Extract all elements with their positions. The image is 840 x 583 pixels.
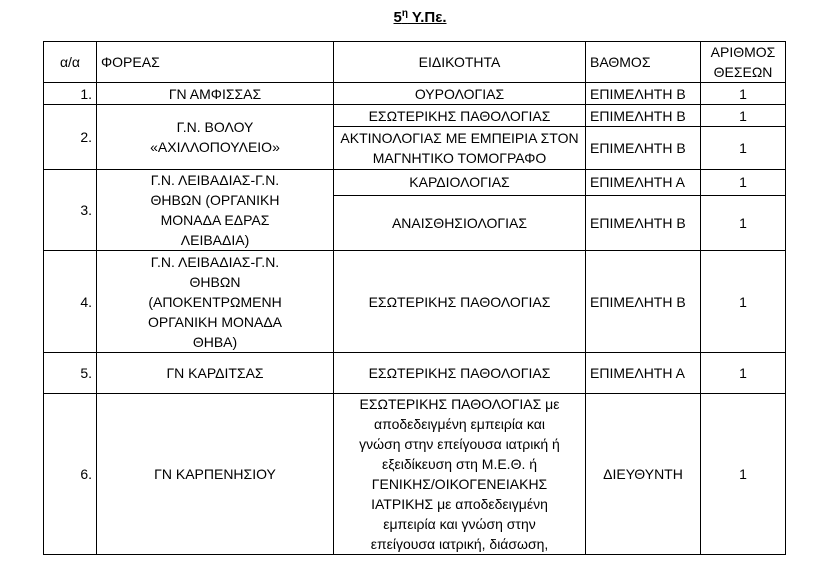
spec-cell: ΚΑΡΔΙΟΛΟΓΙΑΣ [334,170,586,196]
spec-line: αποδεδειγμένη εμπειρία και [374,416,545,432]
table-row [44,83,786,105]
heading-text [394,9,447,26]
positions-cell: 1 [701,127,786,170]
table-row [44,353,786,394]
org-cell [97,251,334,353]
spec-cell: ΕΣΩΤΕΡΙΚΗΣ ΠΑΘΟΛΟΓΙΑΣ [334,251,586,353]
org-line: Γ.Ν. ΛΕΙΒΑΔΙΑΣ-Γ.Ν. [150,253,280,270]
org-line: (ΑΠΟΚΕΝΤΡΩΜΕΝΗ [148,293,282,310]
rank-cell: ΕΠΙΜΕΛΗΤΗ Β [586,105,701,127]
positions-cell: 1 [701,353,786,394]
org-line: ΘΗΒΩΝ (ΟΡΓΑΝΙΚΗ [150,192,280,208]
spec-line: γνώση στην επείγουσα ιατρική ή [359,436,560,452]
spec-line: επείγουσα ιατρική, διάσωση, [370,536,549,552]
row-number: 2. [44,105,97,170]
positions-cell: 1 [701,105,786,127]
row-number: 3. [44,170,97,251]
spec-cell: ΑΝΑΙΣΘΗΣΙΟΛΟΓΙΑΣ [334,195,586,250]
header-positions [701,42,786,83]
org-line: ΘΗΒΩΝ [189,273,241,290]
row-number: 6. [44,394,97,555]
spec-line: ΕΣΩΤΕΡΙΚΗΣ ΠΑΘΟΛΟΓΙΑΣ με [359,396,560,412]
spec-cell: ΕΣΩΤΕΡΙΚΗΣ ΠΑΘΟΛΟΓΙΑΣ [334,353,586,394]
spec-line: ΜΑΓΝΗΤΙΚΟ ΤΟΜΟΓΡΑΦΟ [372,150,547,166]
org-cell: ΓΝ ΚΑΡΔΙΤΣΑΣ [97,353,334,394]
org-line: ΛΕΙΒΑΔΙΑ) [180,232,250,248]
table-row [44,251,786,353]
header-num: α/α [44,42,97,83]
rank-cell: ΕΠΙΜΕΛΗΤΗ Β [586,83,701,105]
spec-cell: ΟΥΡΟΛΟΓΙΑΣ [334,83,586,105]
positions-cell: 1 [701,195,786,250]
rank-cell: ΔΙΕΥΘΥΝΤΗ [586,394,701,555]
table-header-row [44,42,786,83]
org-line: ΘΗΒΑ) [192,333,238,350]
rank-cell: ΕΠΙΜΕΛΗΤΗ Β [586,251,701,353]
spec-line: ΓΕΝΙΚΗΣ/ΟΙΚΟΓΕΝΕΙΑΚΗΣ [371,476,548,492]
org-cell: ΓΝ ΚΑΡΠΕΝΗΣΙΟΥ [97,394,334,555]
org-line: Γ.Ν. ΒΟΛΟΥ [176,119,254,135]
header-rank: ΒΑΘΜΟΣ [586,42,701,83]
rank-cell: ΕΠΙΜΕΛΗΤΗ Β [586,127,701,170]
row-number: 1. [44,83,97,105]
spec-line: εξειδίκευση στη Μ.Ε.Θ. ή [381,456,538,472]
positions-cell: 1 [701,83,786,105]
table-row [44,394,786,555]
org-cell: ΓΝ ΑΜΦΙΣΣΑΣ [97,83,334,105]
heading-superscript: η [401,8,408,19]
header-spec: ΕΙΔΙΚΟΤΗΤΑ [334,42,586,83]
org-cell [97,170,334,251]
org-line: Γ.Ν. ΛΕΙΒΑΔΙΑΣ-Γ.Ν. [150,172,280,188]
positions-cell: 1 [701,170,786,196]
spec-cell: ΕΣΩΤΕΡΙΚΗΣ ΠΑΘΟΛΟΓΙΑΣ [334,105,586,127]
spec-cell [334,394,586,555]
spec-line: ΑΚΤΙΝΟΛΟΓΙΑΣ ΜΕ ΕΜΠΕΙΡΙΑ ΣΤΟΝ [340,130,579,146]
heading-number: 5 [393,9,402,26]
header-org: ΦΟΡΕΑΣ [97,42,334,83]
positions-cell: 1 [701,251,786,353]
spec-line: εμπειρία και γνώση στην [383,516,536,532]
spec-cell [334,127,586,170]
org-line: ΟΡΓΑΝΙΚΗ ΜΟΝΑΔΑ [147,313,283,330]
table-row [44,105,786,127]
rank-cell: ΕΠΙΜΕΛΗΤΗ Α [586,170,701,196]
document-heading [0,8,840,28]
header-positions-line-1: ΑΡΙΘΜΟΣ [710,44,776,60]
org-line: «ΑΧΙΛΛΟΠΟΥΛΕΙΟ» [150,139,280,155]
rank-cell: ΕΠΙΜΕΛΗΤΗ Β [586,195,701,250]
positions-cell: 1 [701,394,786,555]
row-number: 5. [44,353,97,394]
spec-line: ΙΑΤΡΙΚΗΣ με αποδεδειγμένη [371,496,548,512]
header-positions-line-2: ΘΕΣΕΩΝ [713,64,773,80]
table-row [44,170,786,196]
rank-cell: ΕΠΙΜΕΛΗΤΗ Α [586,353,701,394]
org-cell [97,105,334,170]
positions-table [43,41,786,555]
org-line: ΜΟΝΑΔΑ ΕΔΡΑΣ [160,212,270,228]
row-number: 4. [44,251,97,353]
heading-label: Υ.Πε. [407,9,447,26]
